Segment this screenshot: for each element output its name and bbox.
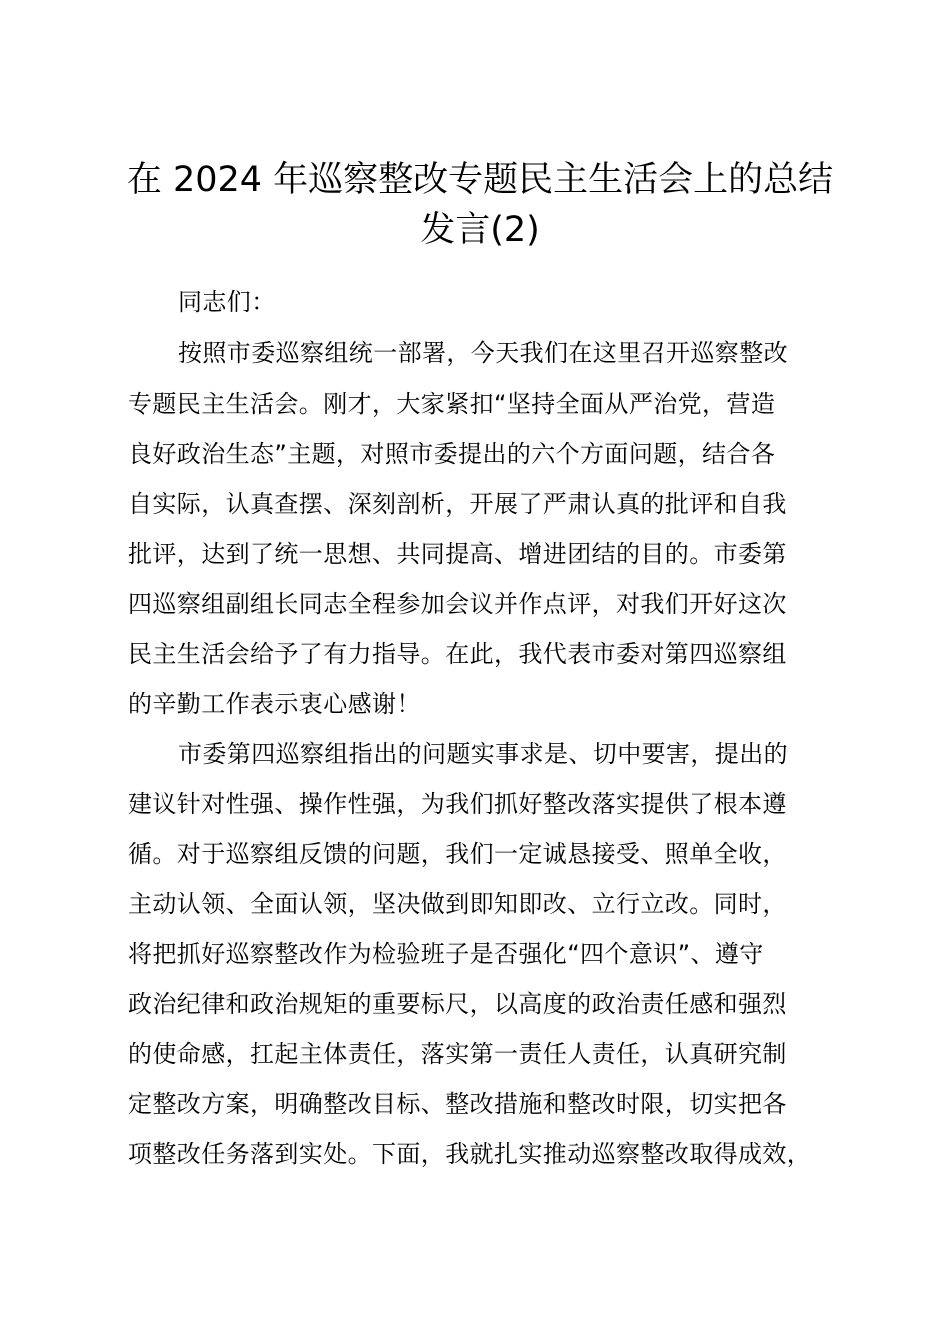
paragraph-2-line-9: 项整改任务落到实处。下面，我就扎实推动巡察整改取得成效， [128, 1140, 812, 1168]
title-line-2: 发言(2) [420, 210, 540, 250]
paragraph-2-line-4: 主动认领、全面认领，坚决做到即知即改、立行立改。同时， [128, 890, 787, 918]
paragraph-1-line-2: 专题民主生活会。刚才，大家紧扣“坚持全面从严治党，营造 [128, 390, 776, 418]
paragraph-2-line-1: 市委第四巡察组指出的问题实事求是、切中要害，提出的 [178, 740, 788, 768]
paragraph-1-line-3: 良好政治生态”主题，对照市委提出的六个方面问题，结合各 [128, 440, 776, 468]
paragraph-1-line-1: 按照市委巡察组统一部署，今天我们在这里召开巡察整改 [178, 339, 788, 367]
paragraph-2-line-5: 将把抓好巡察整改作为检验班子是否强化“四个意识”、遵守 [128, 940, 764, 968]
paragraph-1-line-6: 四巡察组副组长同志全程参加会议并作点评，对我们开好这次 [128, 590, 787, 618]
paragraph-2-line-3: 循。对于巡察组反馈的问题，我们一定诚恳接受、照单全收， [128, 840, 787, 868]
greeting: 同志们： [178, 288, 276, 316]
paragraph-1-line-4: 自实际，认真查摆、深刻剖析，开展了严肃认真的批评和自我 [128, 490, 787, 518]
paragraph-1-line-7: 民主生活会给予了有力指导。在此，我代表市委对第四巡察组 [128, 640, 787, 668]
document-title [120, 155, 840, 255]
paragraph-1-line-8: 的辛勤工作表示衷心感谢！ [128, 690, 421, 718]
paragraph-2-line-2: 建议针对性强、操作性强，为我们抓好整改落实提供了根本遵 [128, 790, 787, 818]
paragraph-2-line-7: 的使命感，扛起主体责任，落实第一责任人责任，认真研究制 [128, 1040, 787, 1068]
paragraph-2-line-6: 政治纪律和政治规矩的重要标尺，以高度的政治责任感和强烈 [128, 990, 787, 1018]
paragraph-1-line-5: 批评，达到了统一思想、共同提高、增进团结的目的。市委第 [128, 540, 787, 568]
paragraph-2-line-8: 定整改方案，明确整改目标、整改措施和整改时限，切实把各 [128, 1090, 787, 1118]
title-line-1: 在 2024 年巡察整改专题民主生活会上的总结 [126, 160, 834, 200]
